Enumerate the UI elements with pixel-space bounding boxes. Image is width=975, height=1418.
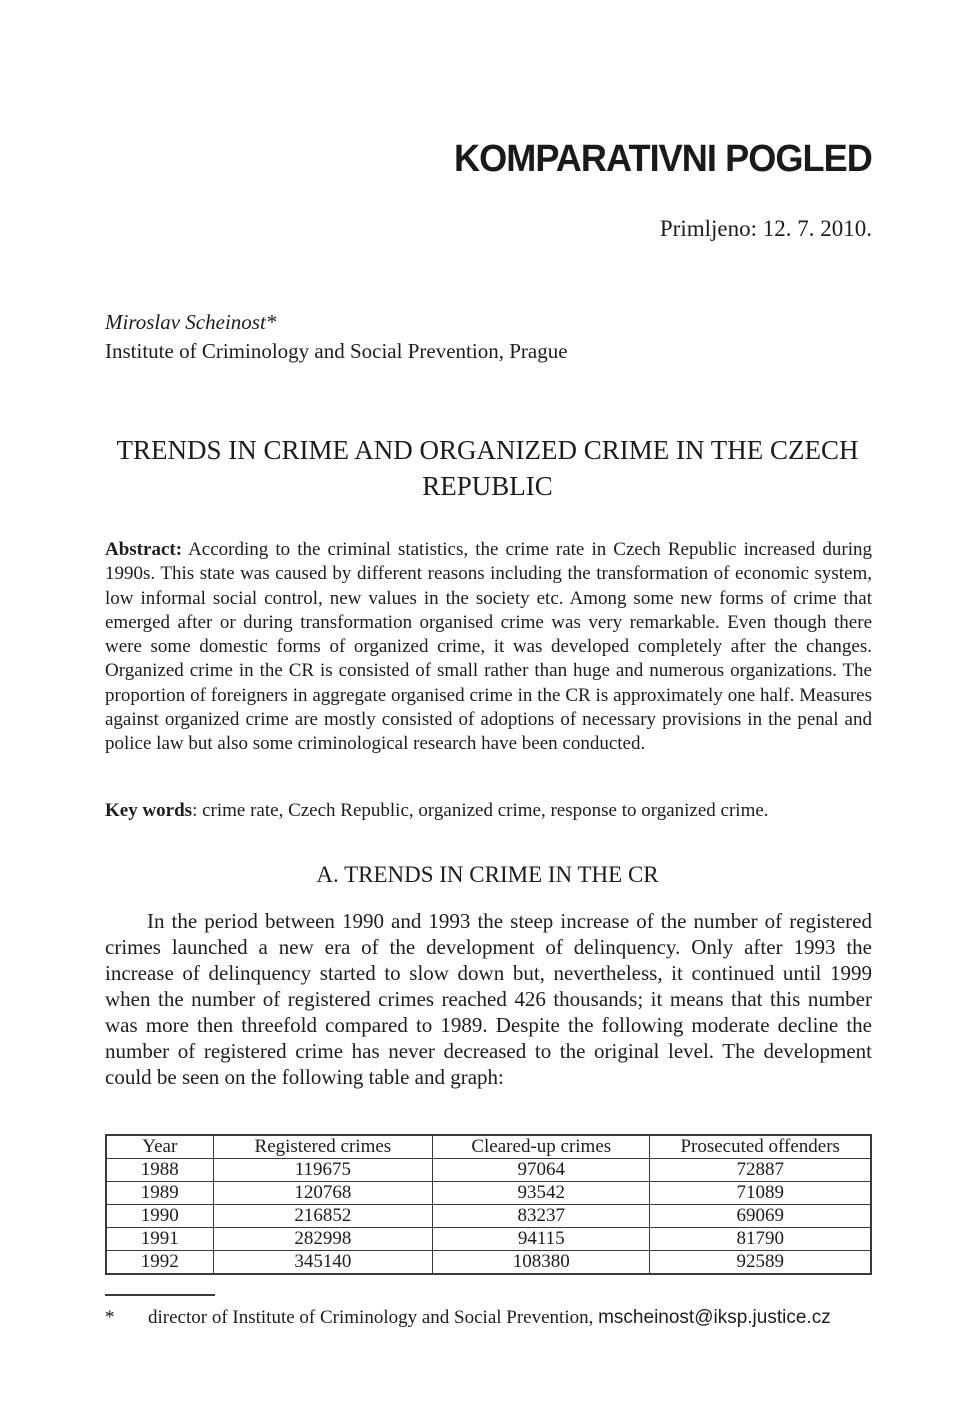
footnote-email: mscheinost@iksp.justice.cz xyxy=(598,1307,831,1328)
table-header-cell: Year xyxy=(106,1135,213,1159)
journal-header: KOMPARATIVNI POGLED xyxy=(454,138,872,180)
table-cell: 81790 xyxy=(650,1228,871,1251)
table-cell: 216852 xyxy=(213,1205,433,1228)
table-cell: 120768 xyxy=(213,1182,433,1205)
table-cell: 94115 xyxy=(433,1228,650,1251)
table-cell: 1991 xyxy=(106,1228,213,1251)
abstract xyxy=(105,538,872,757)
footnote-separator xyxy=(105,1294,215,1296)
table-cell: 282998 xyxy=(213,1228,433,1251)
table-cell: 1990 xyxy=(106,1205,213,1228)
table-header-row xyxy=(106,1135,871,1159)
author-block xyxy=(105,308,568,366)
table-header-cell: Cleared-up crimes xyxy=(433,1135,650,1159)
table-cell: 71089 xyxy=(650,1182,871,1205)
table-cell: 93542 xyxy=(433,1182,650,1205)
table-cell: 97064 xyxy=(433,1159,650,1182)
table-cell: 108380 xyxy=(433,1251,650,1275)
table-cell: 69069 xyxy=(650,1205,871,1228)
table-header-cell: Registered crimes xyxy=(213,1135,433,1159)
author-affiliation: Institute of Criminology and Social Prevention, Prague xyxy=(105,339,568,363)
author-name: Miroslav Scheinost* xyxy=(105,310,277,334)
footnote-body xyxy=(148,1307,831,1329)
table-cell: 1988 xyxy=(106,1159,213,1182)
article-title-text: TRENDS IN CRIME AND ORGANIZED CRIME IN THE CZECH REPUBLIC xyxy=(116,435,859,501)
abstract-text: According to the criminal statistics, the crime rate in Czech Republic increased during 1990s. This state was caused by different reasons including the transformation of economic system, low informal social control, new values in the society etc. Among some new forms of crime that emerged after or during transformation organised crime was very remarkable. Even though there were some domestic forms of organized crime, it was developed completely after the changes. Organized crime in the CR is consisted of small rather than huge and numerous organizations. The proportion of foreigners in aggregate organised crime in the CR is approximately one half. Measures against organized crime are mostly consisted of adoptions of necessary provisions in the penal and police law but also some criminological research have been conducted. xyxy=(105,539,872,755)
crime-statistics-table xyxy=(105,1134,872,1275)
section-heading: A. TRENDS IN CRIME IN THE CR xyxy=(316,862,659,887)
keywords xyxy=(105,799,872,823)
crime-table-body xyxy=(106,1159,871,1275)
footnote-marker: * xyxy=(105,1307,115,1328)
table-header-cell: Prosecuted offenders xyxy=(650,1135,871,1159)
table-cell: 83237 xyxy=(433,1205,650,1228)
footnote-text: director of Institute of Criminology and Social Prevention, xyxy=(148,1307,599,1328)
footnote xyxy=(105,1307,895,1329)
table-row xyxy=(106,1251,871,1275)
table-row xyxy=(106,1228,871,1251)
table-cell: 72887 xyxy=(650,1159,871,1182)
body-paragraph: In the period between 1990 and 1993 the steep increase of the number of registered crimes launched a new era of the development of delinquency. Only after 1993 the increase of delinquency started to slow down but, nevertheless, it continued until 1999 when the number of registered crimes reached 426 thousands; it means that this number was more then threefold compared to 1989. Despite the following moderate decline the number of registered crime has never decreased to the original level. The development could be seen on the following table and graph: xyxy=(105,909,872,1089)
table-row xyxy=(106,1205,871,1228)
keywords-text: : crime rate, Czech Republic, organized crime, response to organized crime. xyxy=(192,800,769,821)
table-row xyxy=(106,1159,871,1182)
table-row xyxy=(106,1182,871,1205)
table-cell: 119675 xyxy=(213,1159,433,1182)
table-cell: 92589 xyxy=(650,1251,871,1275)
received-date: Primljeno: 12. 7. 2010. xyxy=(659,216,872,241)
table-cell: 1992 xyxy=(106,1251,213,1275)
abstract-label: Abstract: xyxy=(105,539,183,560)
article-title xyxy=(0,432,975,504)
table-cell: 1989 xyxy=(106,1182,213,1205)
table-cell: 345140 xyxy=(213,1251,433,1275)
keywords-label: Key words xyxy=(105,800,193,821)
